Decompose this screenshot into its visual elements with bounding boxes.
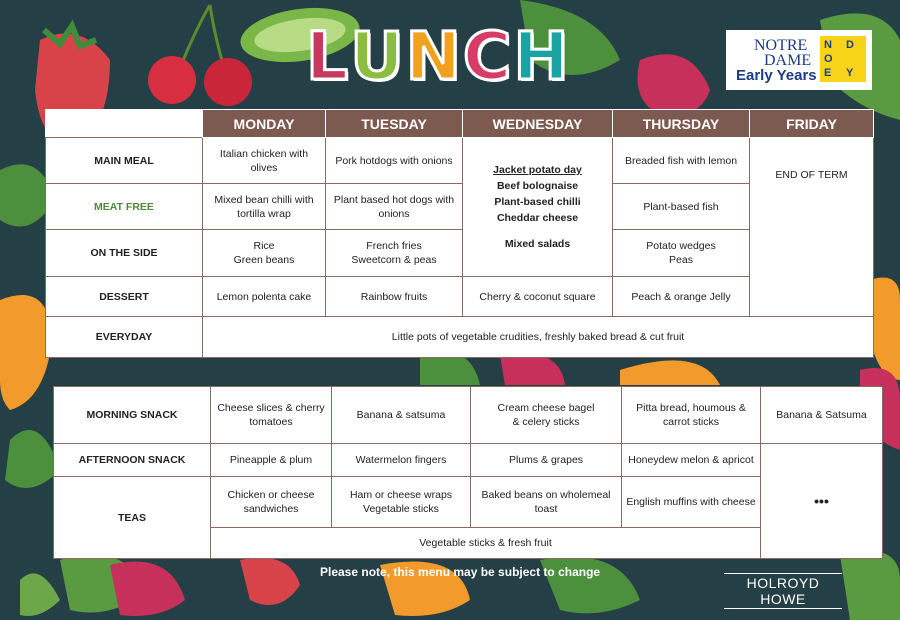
notre-dame-logo <box>726 30 872 90</box>
menu-item: Cheddar cheese <box>496 212 579 224</box>
row-label: TEAS <box>54 477 211 559</box>
menu-cell: Potato wedges Peas <box>613 230 750 277</box>
menu-cell: Little pots of vegetable crudities, freshly baked bread & cut fruit <box>203 317 874 358</box>
radish-icon <box>110 562 185 616</box>
logo-line-2: DAME <box>764 52 812 69</box>
table-row <box>46 230 874 277</box>
brand-name: HOLROYD HOWE <box>746 575 820 607</box>
title-letter: L <box>306 18 349 95</box>
leaf-icon <box>840 551 900 620</box>
page-title <box>306 18 569 95</box>
menu-cell: Rainbow fruits <box>326 277 463 317</box>
title-letter: N <box>405 18 461 95</box>
table-row <box>46 184 874 230</box>
radish-icon <box>638 54 711 115</box>
friday-cell: END OF TERM <box>750 138 874 317</box>
row-label: MORNING SNACK <box>54 387 211 444</box>
menu-cell: Rice Green beans <box>203 230 326 277</box>
menu-cell: Lemon polenta cake <box>203 277 326 317</box>
day-header-monday: MONDAY <box>203 110 326 138</box>
menu-item: Mixed salads <box>504 238 571 250</box>
menu-cell: English muffins with cheese <box>622 477 761 528</box>
leaf-icon <box>5 430 60 488</box>
menu-cell: Pitta bread, houmous & carrot sticks <box>622 387 761 444</box>
menu-cell: Banana & satsuma <box>332 387 471 444</box>
menu-cell: Cream cheese bagel & celery sticks <box>471 387 622 444</box>
row-label: MEAT FREE <box>46 184 203 230</box>
menu-cell: Vegetable sticks & fresh fruit <box>211 528 761 559</box>
title-letter: U <box>350 18 404 95</box>
row-label: ON THE SIDE <box>46 230 203 277</box>
table-row <box>46 138 874 184</box>
pepper-icon <box>870 278 900 381</box>
logo-line-3: Early Years <box>736 67 817 84</box>
friday-snack-cell: ••• <box>761 444 883 559</box>
day-header-wednesday: WEDNESDAY <box>463 110 613 138</box>
menu-item: Plant-based chilli <box>494 196 581 208</box>
menu-cell: Peach & orange Jelly <box>613 277 750 317</box>
snack-menu-table <box>53 386 883 559</box>
row-label: DESSERT <box>46 277 203 317</box>
logo-block-icon: N D O E Y <box>820 36 866 82</box>
menu-item: Beef bolognaise <box>496 180 579 192</box>
table-row <box>46 317 874 358</box>
menu-cell: Honeydew melon & apricot <box>622 444 761 477</box>
day-header-tuesday: TUESDAY <box>326 110 463 138</box>
row-label: MAIN MEAL <box>46 138 203 184</box>
lunch-menu-table <box>45 109 874 358</box>
menu-cell: Breaded fish with lemon <box>613 138 750 184</box>
menu-cell: Ham or cheese wraps Vegetable sticks <box>332 477 471 528</box>
wednesday-special-title: Jacket potato day <box>493 164 582 176</box>
menu-cell: Pork hotdogs with onions <box>326 138 463 184</box>
title-letter: C <box>462 18 512 95</box>
table-row <box>54 387 883 444</box>
menu-cell: Pineapple & plum <box>211 444 332 477</box>
menu-cell: Plant based hot dogs with onions <box>326 184 463 230</box>
title-letter: H <box>513 18 569 95</box>
change-disclaimer: Please note, this menu may be subject to change <box>320 565 601 579</box>
cherries-icon <box>148 5 252 106</box>
strawberry-icon <box>240 558 300 605</box>
menu-cell: Cheese slices & cherry tomatoes <box>211 387 332 444</box>
table-row <box>46 277 874 317</box>
table-row <box>54 477 883 528</box>
menu-cell: Watermelon fingers <box>332 444 471 477</box>
menu-cell: Banana & Satsuma <box>761 387 883 444</box>
menu-cell: Mixed bean chilli with tortilla wrap <box>203 184 326 230</box>
row-label: EVERYDAY <box>46 317 203 358</box>
wednesday-special-cell <box>463 138 613 277</box>
day-header-thursday: THURSDAY <box>613 110 750 138</box>
menu-cell: French fries Sweetcorn & peas <box>326 230 463 277</box>
table-row <box>54 444 883 477</box>
holroyd-howe-logo <box>724 572 842 610</box>
menu-cell: Italian chicken with olives <box>203 138 326 184</box>
menu-cell: Chicken or cheese sandwiches <box>211 477 332 528</box>
logo-line-1: NOTRE <box>754 37 808 54</box>
day-header-friday: FRIDAY <box>750 110 874 138</box>
menu-cell: Plant-based fish <box>613 184 750 230</box>
menu-cell: Cherry & coconut square <box>463 277 613 317</box>
menu-cell: Plums & grapes <box>471 444 622 477</box>
row-label: AFTERNOON SNACK <box>54 444 211 477</box>
pepper-icon <box>620 360 720 385</box>
menu-cell: Baked beans on wholemeal toast <box>471 477 622 528</box>
